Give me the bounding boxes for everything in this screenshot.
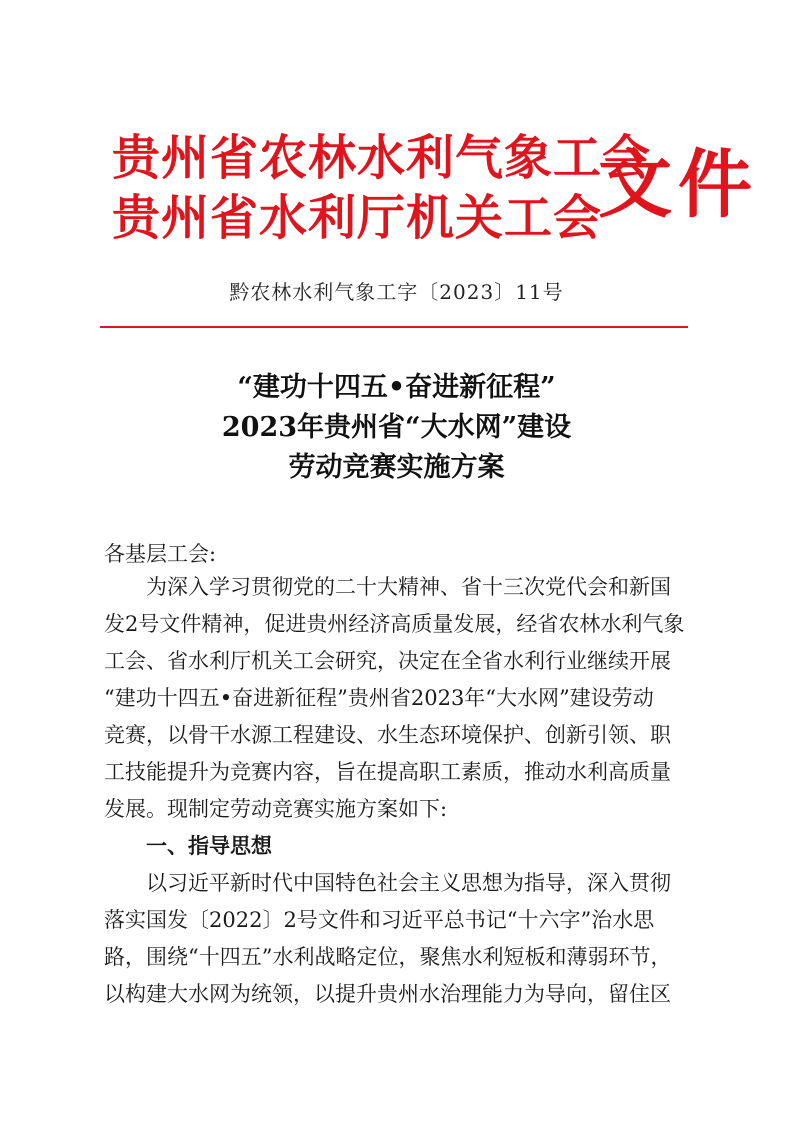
- paragraph2-line: 路，围绕“十四五”水利战略定位，聚焦水利短板和薄弱环节，: [104, 945, 672, 969]
- paragraph1-line: 工会、省水利厅机关工会研究，决定在全省水利行业继续开展: [104, 649, 671, 673]
- issuer-block: [112, 128, 652, 248]
- issuer-name-2: 贵州省水利厅机关工会: [112, 190, 603, 246]
- paragraph2-line: 以构建大水网为统领，以提升贵州水治理能力为导向，留住区: [104, 982, 671, 1006]
- body-text: [104, 569, 704, 1013]
- section-heading: 一、指导思想: [146, 834, 272, 858]
- document-title: [0, 368, 793, 488]
- issuer-name-1: 贵州省农林水利气象工会: [112, 130, 652, 186]
- paragraph1-line: “建功十四五•奋进新征程”贵州省2023年“大水网”建设劳动: [104, 686, 654, 710]
- salutation: 各基层工会:: [104, 542, 217, 566]
- paragraph1-line: 竞赛，以骨干水源工程建设、水生态环境保护、创新引领、职: [104, 723, 671, 747]
- paragraph1-line: 为深入学习贯彻党的二十大精神、省十三次党代会和新国: [146, 575, 671, 599]
- paragraph1-line: 发展。现制定劳动竞赛实施方案如下:: [104, 797, 448, 821]
- paragraph1-line: 工技能提升为竞赛内容，旨在提高职工素质，推动水利高质量: [104, 760, 671, 784]
- title-line-1: “建功十四五•奋进新征程”: [237, 372, 556, 403]
- document-type-label: 文件: [598, 142, 758, 228]
- title-line-2: 2023年贵州省“大水网”建设: [221, 412, 572, 443]
- document-number: 黔农林水利气象工字〔2023〕11号: [229, 280, 564, 304]
- red-divider-line: [100, 326, 688, 328]
- paragraph1-line: 发2号文件精神，促进贵州经济高质量发展，经省农林水利气象: [104, 612, 685, 636]
- paragraph2-line: 以习近平新时代中国特色社会主义思想为指导，深入贯彻: [146, 871, 671, 895]
- paragraph2-line: 落实国发〔2022〕2号文件和习近平总书记“十六字”治水思: [104, 908, 655, 932]
- title-line-3: 劳动竞赛实施方案: [288, 452, 505, 483]
